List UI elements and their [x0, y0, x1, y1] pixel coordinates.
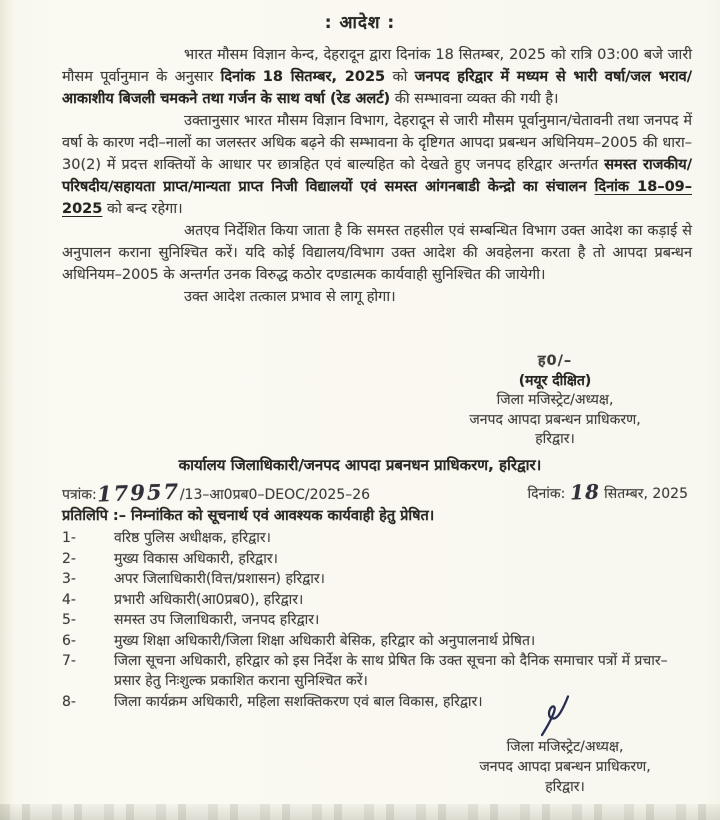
text-segment: अतएव निर्देशित किया जाता है कि समस्त तहसील एवं सम्बन्धित विभाग उक्त आदेश का कड़ाई से अनुपालन कराना सुनिश्चित करें। यदि कोई विद्यालय/विभाग उक्त आदेश की अवहेलना करता है तो आपदा प्रबन्धन अधिनियम–2005 के अन्तर्गत उनक विरुद्ध कठोर दण्डात्मक कार्यवाही सुनिश्चित की जायेगी। — [62, 223, 692, 283]
signatory-block-bottom — [450, 737, 680, 797]
text-segment: की सम्भावना व्यक्त की गयी है। — [390, 91, 559, 107]
list-item-text: अपर जिलाधिकारी(वित्त/प्रशासन) हरिद्वार। — [114, 571, 325, 587]
letter-number-suffix: /13–आ0प्रब0–DEOC/2025–26 — [179, 487, 371, 503]
paragraph-closure-order — [62, 110, 692, 220]
list-item-text: मुख्य विकास अधिकारी, हरिद्वार। — [114, 550, 278, 567]
signatory-authority: जनपद आपदा प्रबन्धन प्राधिकरण, — [479, 759, 651, 775]
list-item-number: 6- — [62, 632, 76, 649]
paragraph-weather-forecast — [62, 44, 692, 110]
text-segment: भारत मौसम विज्ञान केन्द, देहरादून द्वारा दिनांक 18 सितम्बर, 2025 को रात्रि 03:00 बजे जारी मौसम पूर्वानुमान के अनुसार — [62, 47, 692, 85]
date-month-year: सितम्बर, 2025 — [604, 486, 688, 502]
handwritten-signature-icon — [535, 695, 577, 741]
list-item-number: 5- — [62, 612, 76, 628]
signatory-district: हरिद्वार। — [535, 431, 575, 447]
copy-to-heading: प्रतिलिपि :– निम्नांकित को सूचनार्थ एवं आवश्यक कार्यवाही हेतु प्रेषित। — [62, 508, 435, 524]
list-item — [62, 549, 692, 569]
signatory-designation: जिला मजिस्ट्रेट/अध्यक्ष, — [506, 739, 624, 755]
document-title: : आदेश : — [324, 13, 396, 33]
list-item-text: जिला सूचना अधिकारी, हरिद्वार को इस निर्देश के साथ प्रेषित कि उक्त सूचना को दैनिक समाचार पत्रों में प्रचार–प्रसार हेतु निःशुल्क प्रकाशित कराना सुनिश्चित करें। — [114, 653, 668, 689]
list-item-number: 7- — [62, 653, 76, 669]
list-item-text: प्रभारी अधिकारी(आ0प्रब0), हरिद्वार। — [114, 591, 304, 608]
handwritten-date-day: 18 — [569, 479, 601, 505]
office-heading: कार्यालय जिलाधिकारी/जनपद आपदा प्रबनधन प्राधिकरण, हरिद्वार। — [178, 456, 542, 474]
handwritten-letter-number: 17957 — [96, 478, 181, 507]
signatory-authority: जनपद आपदा प्रबन्धन प्राधिकरण, — [469, 411, 641, 428]
list-item-number: 8- — [62, 693, 76, 710]
order-body — [62, 44, 692, 308]
signatory-block-top — [430, 352, 680, 450]
copy-recipient-list — [62, 528, 692, 712]
text-segment: दिनांक 18–09–2025 — [62, 179, 692, 217]
list-item — [62, 651, 692, 691]
signatory-designation: जिला मजिस्ट्रेट/अध्यक्ष, — [496, 392, 614, 408]
list-item — [62, 569, 692, 589]
list-item-text: मुख्य शिक्षा अधिकारी/जिला शिक्षा अधिकारी बेसिक, हरिद्वार को अनुपालनार्थ प्रेषित। — [114, 632, 536, 649]
list-item-number: 1- — [62, 530, 76, 546]
list-item — [62, 590, 692, 610]
text-segment: उक्त आदेश तत्काल प्रभाव से लागू होगा। — [184, 289, 396, 305]
text-segment: उक्तानुसार भारत मौसम विज्ञान विभाग, देहरादून से जारी मौसम पूर्वानुमान/चेतावनी तथा जनपद में वर्षा के कारण नदी–नालों का जलस्तर अधिक बढ़ने की सम्भावना के दृष्टिगत आपदा प्रबन्धन अधिनियम–2005 की धारा–30(2) में प्रदत्त शक्तियों के आधार पर छात्रहित एवं बाल्यहित को देखते हुए जनपद हरिद्वार अन्तर्गत — [62, 113, 692, 173]
signatory-district: हरिद्वार। — [545, 779, 585, 795]
list-item — [62, 692, 692, 712]
paragraph-compliance — [62, 220, 692, 286]
signed-abbreviation: ह0/– — [537, 353, 573, 369]
text-segment: को बन्द रहेगा। — [102, 201, 183, 217]
letter-date — [527, 479, 688, 503]
list-item-text: वरिष्ठ पुलिस अधीक्षक, हरिद्वार। — [114, 530, 271, 546]
list-item — [62, 528, 692, 548]
signatory-name: (मयूर दीक्षित) — [518, 372, 592, 389]
date-label: दिनांक: — [527, 486, 566, 502]
text-segment: दिनांक 18 सितम्बर, 2025 — [220, 69, 386, 85]
list-item-number: 3- — [62, 571, 76, 587]
list-item — [62, 610, 692, 630]
list-item-number: 2- — [62, 550, 76, 567]
list-item-number: 4- — [62, 591, 76, 608]
text-segment: को — [385, 69, 415, 85]
text-segment: समस्त राजकीय/परिषदीय/सहायता प्राप्त/मान्यता प्राप्त निजी विद्यालयों एवं समस्त आंगनबाडी केन्द्रो का संचालन — [62, 157, 692, 195]
letter-number — [62, 478, 371, 507]
list-item — [62, 631, 692, 651]
letter-number-label: पत्रांक: — [62, 487, 97, 503]
paragraph-effective-immediately — [62, 286, 692, 308]
list-item-text: जिला कार्यक्रम अधिकारी, महिला सशक्तिकरण एवं बाल विकास, हरिद्वार। — [114, 693, 483, 710]
text-segment: जनपद हरिद्वार में मध्यम से भारी वर्षा/जल भराव/आकाशीय बिजली चमकने तथा गर्जन के साथ वर्षा (रेड अलर्ट) — [62, 69, 692, 107]
list-item-text: समस्त उप जिलाधिकारी, जनपद हरिद्वार। — [114, 612, 320, 628]
